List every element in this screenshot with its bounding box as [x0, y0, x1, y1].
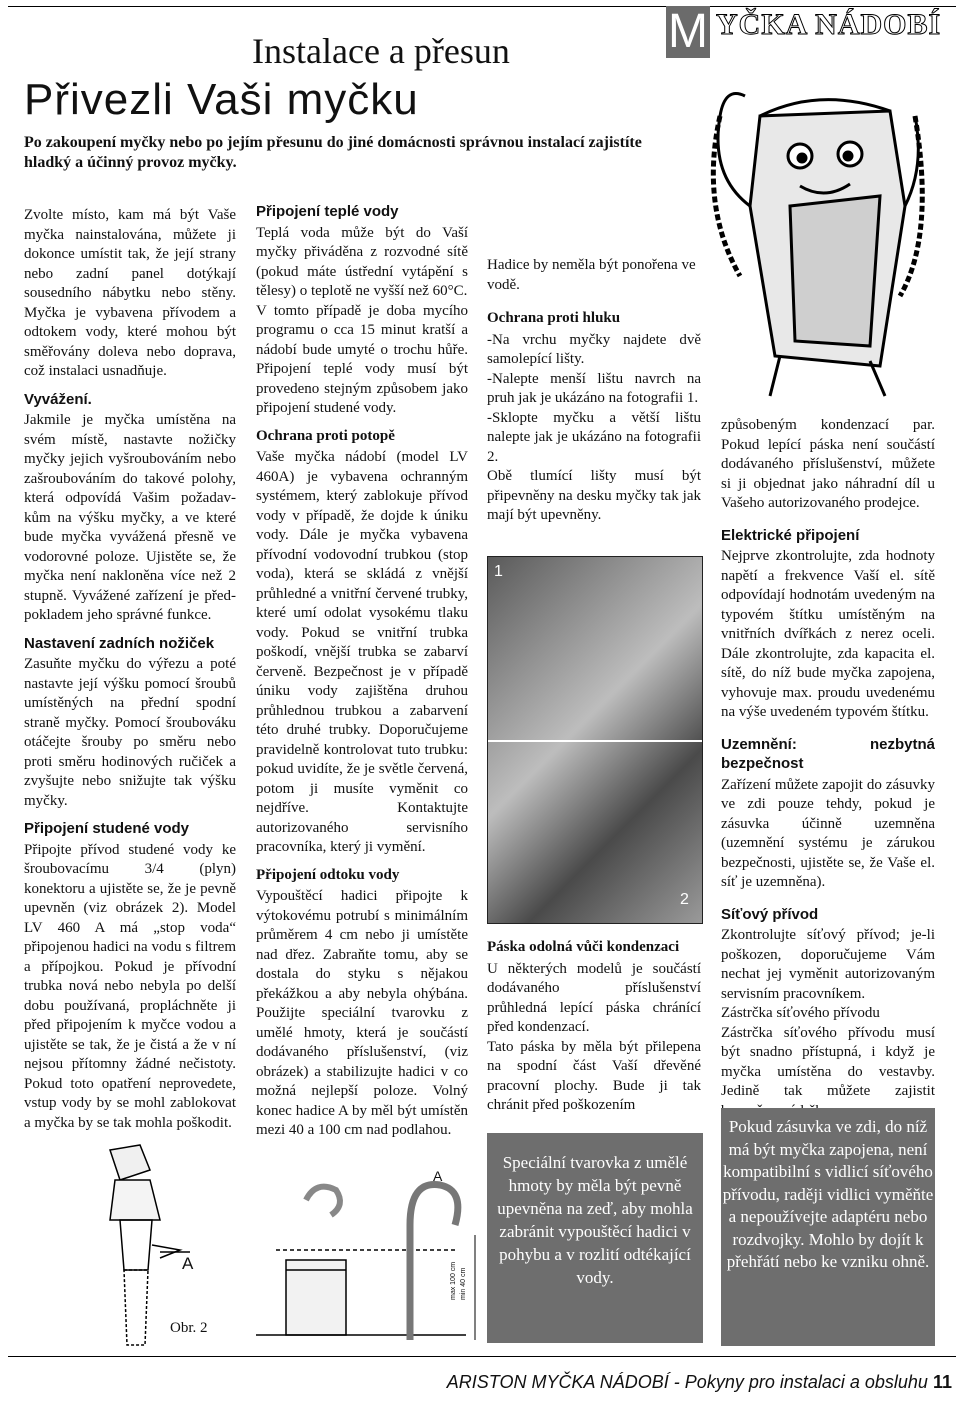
heading-noise-protection: Ochrana proti hluku: [487, 310, 621, 326]
photo-1-number: 1: [494, 563, 503, 580]
footer-rule: [8, 1356, 956, 1357]
condensation-tape-paragraph: U některých modelů je součástí dodávaného příslušenství průhledná lepící páska chránící před kondenzací. Tato páska by měla být přilepena na spodní část Vaší dřevěné pracovní plochy. Bude ji tak chránit před poškozením: [487, 960, 701, 1113]
column-2: [256, 202, 468, 1141]
heading-cold-water: Připojení studené vody: [24, 820, 190, 837]
noise-protection-paragraph: -Na vrchu myčky najdete dvě samolepící lišty. -Nalepte menší lištu navrch na pruh jak je ukázáno na fotografii 1. -Sklopte myčku a větší lištu nalepte jak je ukázáno na fotografii 2. Obě tlumící lišty musí být připevněny na desku myčky tak jak mají být upevněny.: [487, 331, 701, 523]
heading-drain: Připojení odtoku vody: [256, 866, 400, 883]
valve-label-a: A: [182, 1254, 194, 1273]
footer-text: ARISTON MYČKA NÁDOBÍ - Pokyny pro instalaci a obsluhu: [446, 1372, 928, 1392]
page-footer: [447, 1372, 952, 1393]
condensation-continuation: způsobeným kondenzací par. Pokud lepící páska není součástí dodávaného příslušenství, můžete si ji objednat jako náhradní díl u Vašeho autorizovaného prodejce.: [721, 417, 935, 511]
brand-initial: M: [666, 6, 710, 58]
hose-label-a: A: [433, 1168, 443, 1184]
figure-2-caption: Obr. 2: [170, 1320, 208, 1336]
hose-paragraph: Hadice by neměla být ponořena ve vodě.: [487, 257, 696, 293]
intro-text: Po zakoupení myčky nebo po jejím přesunu do jiné domácnosti správnou instalací zajistíte hladký a účinný provoz myčky.: [24, 134, 642, 171]
hot-water-paragraph-2: V tomto případě je doba mycího programu o cca 15 minut kratší a nádobí bude umyté o trochu hůře. Připojení teplé vody musí být provedeno stejným způsobem jako připojení studené vody.: [256, 302, 468, 416]
power-cord-paragraph: Zkontrolujte síťový přívod; je-li poškozen, doporučujeme Vám nechat jej vyměnit autorizovaným servisním pracovníkem. Zástrčka síťového přívodu Zástrčka síťového přívodu musí být snadno přístupná, i když je myčka umístěna do vestavby. Jedině tak můžete zajistit: [721, 927, 935, 1099]
heading-condensation-tape: Páska odolná vůči kondenzaci: [487, 939, 680, 955]
top-rule: [8, 6, 956, 7]
heading-power-cord: Síťový přívod: [721, 905, 819, 923]
info-box-fitting: Speciální tvarovka z umělé hmoty by měla být pevně upevněna na zeď, aby mohla zabránit vypouštěcí hadici v pohybu a v rozlití odtékající vody.: [487, 1133, 703, 1343]
section-subtitle: Instalace a přesun: [252, 31, 510, 71]
page-title: Přivezli Vaši myčku: [24, 75, 419, 124]
photo-2-number: 2: [680, 891, 689, 908]
dishwasher-mascot-illustration: [690, 56, 930, 406]
column-1: [24, 206, 236, 1133]
leveling-paragraph: Jakmile je myčka umístěna na svém místě, nastavte nožičky myčky jejich vyšroubováním nebo zašroubováním do takové polohy, která odpovídá Vašim požadav-kům na výšku myčky, a ve které bude myčka vyvážená přesně ve vodorovné poloze. Ujistěte se, že myčka není nakloněna více než 2 stupně. Vyvážené zařízení je před-pokladem jeho správné funkce.: [24, 412, 236, 623]
cold-water-paragraph: Připojte přívod studené vody ke šroubovacímu 3/4 (plyn) konektoru a ujistěte se, že je pevně upevněn (viz obrázek 2). Model LV 460 A má „stop voda“ připojenou hadici na vodu s filtrem a přípojkou. Pokud je přívodní trubka nová nebo nebyla po delší dobu používaná, propláchněte ji před připojením k myčce vodou a ujistěte se tak, že je čistá a že v ní nejsou přítomny žádné nečistoty. Pokud toto opatření neprovedete, vstup vody by se mohl zablokovat a myčka by se tak mohla poškodit.: [24, 841, 236, 1131]
placement-paragraph: Zvolte místo, kam má být Vaše myčka nainstalována, můžete ji dokonce umístit tak, že její strany nebo zadní panel dotýkají sousedního nábytku nebo stěny. Myčka je vybavena přívodem a odtokem vody, které mohou být směřovány doleva nebo doprava, což instalaci usnadňuje.: [24, 207, 236, 379]
heading-flood-protection: Ochrana proti potopě: [256, 427, 395, 444]
grounding-paragraph: Zařízení můžete zapojit do zásuvky ve zdi pouze tehdy, pokud je zásuvka účinně uzemněna (uzemnění systému je zárukou bezpečnosti, ujistěte se, že Vaše el. síť je uzemněna).: [721, 776, 935, 890]
electrical-paragraph: Nejprve zkontrolujte, zda hodnoty napětí a frekvence Vaší el. sítě odpovídají hodnotám uvedeným na typovém štítku umístěným na vnitřních dvířkách z nerez oceli. Dále zkontrolujte, zda kapacita el. sítě, do níž bude myčka zapojena, vyhovuje max. proudu uvedenému na výše uvedeném typovém štítku.: [721, 548, 935, 720]
column-4: [721, 416, 935, 1121]
brand-title: YČKA NÁDOBÍ: [716, 8, 942, 41]
drain-paragraph: Vypouštěcí hadici připojte k výtokovému potrubí s minimálním průměrem 4 cm nebo ji umístěte nad dřez. Zabraňte tomu, aby se dostala do styku s nějakou překážkou a aby nebyla ohýbána. Použijte speciální tvarovku z umělé hmoty, která je součástí dodávaného příslušenství, (viz obrázek) a stabilizujte hadici v co možná nejlepší poloze. Volný konec hadice A by měl být umístěn mezi 40 a 100 cm nad podlahou.: [256, 888, 468, 1138]
flood-protection-paragraph: Vaše myčka nádobí (model LV 460A) je vybavena ochranným systémem, který zablokuje přívod vody v případě, že dojde k úniku vody. Dále je myčka vybavena přívodní vodovodní trubkou (stop voda), která se skládá z vnější průhledné a vnitřní červené trubky, které umí odolat vysokému tlaku vody. Pokud se vnitřní trubka poškodí, vnější trubka se zabarví červeně. Bezpečnost je v případě úniku vody zajištěna druhou průhlednou trubkou a zabarvení této druhé trubky. Doporučujeme pravidelně kontrolovat tuto trubku: pokud uvidíte, že je světle červená, potom ji musíte vyměnit co nejdříve. Kontaktujte autorizovaného servisního pracovníka, který ji vymění.: [256, 449, 468, 855]
hot-water-paragraph-1: Teplá voda může být do Vaší myčky přiváděna z rozvodné sítě (pokud máte ústřední vytápění s tělesy) o teplotě ne vyšší než 60°C.: [256, 224, 468, 299]
info-box-socket: Pokud zásuvka ve zdi, do níž má být myčka zapojena, není kompatibilní s vidlicí síťového přívodu, raději vidlici vyměňte a nepoužívejte adaptéru nebo rozdvojky. Mohlo by dojít k přehřátí nebo ke vzniku ohně.: [721, 1108, 935, 1346]
heading-grounding: Uzemnění: nezbytná bezpečnost: [721, 735, 935, 772]
photo-divider: [488, 740, 702, 742]
height-min-label: min 40 cm: [460, 1267, 467, 1300]
column-3: [487, 256, 701, 526]
rear-feet-paragraph: Zasuňte myčku do výřezu a poté nastavte její výšku pomocí šroubů umístěných na přední spodní straně myčky. Pomocí šroubováku otáčejte šrouby po směru nebo proti směru hodinových ručiček a zvyšujte nebo snižujte tak výšku myčky.: [24, 656, 236, 809]
valve-diagram: [90, 1140, 240, 1350]
column-3-lower: [487, 938, 701, 1116]
height-max-label: max 100 cm: [450, 1261, 457, 1300]
heading-leveling: Vyvážení.: [24, 390, 92, 408]
heading-electrical: Elektrické připojení: [721, 526, 860, 544]
heading-rear-feet: Nastavení zadních nožiček: [24, 634, 215, 652]
heading-hot-water: Připojení teplé vody: [256, 203, 399, 220]
installation-photos: [487, 556, 703, 924]
hose-loop-diagram: [395, 1165, 485, 1345]
page-number: 11: [932, 1372, 952, 1392]
